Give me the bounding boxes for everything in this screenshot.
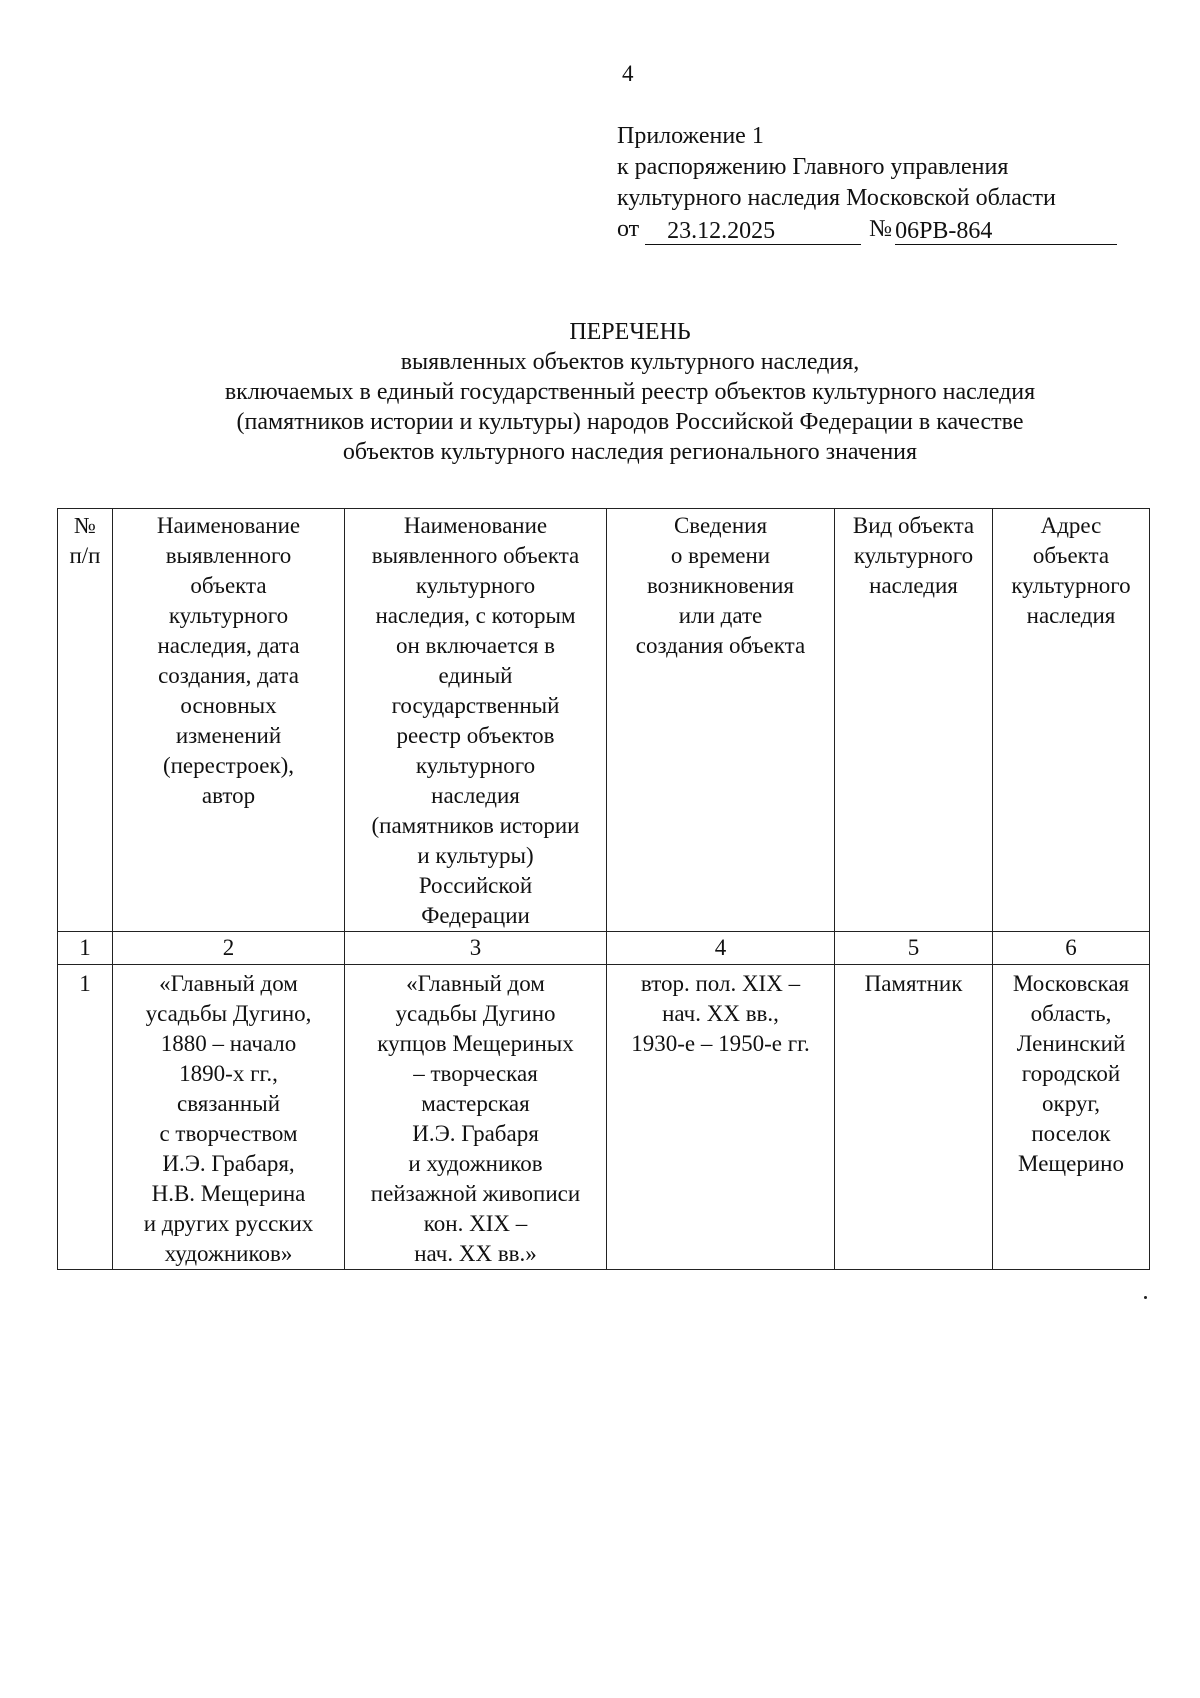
cell-text-line: выявленного объекта xyxy=(371,543,580,568)
cell-text-line: кон. XIX – xyxy=(423,1211,528,1236)
row-number-cell xyxy=(58,965,113,1270)
cell-text-line: культурного xyxy=(415,573,536,598)
cell-text-line: И.Э. Грабаря, xyxy=(162,1151,295,1176)
cell-text-line: – творческая xyxy=(413,1061,538,1086)
cell-text-line: п/п xyxy=(69,543,101,568)
order-date: 23.12.2025 xyxy=(645,218,861,245)
cell-text-line: усадьбы Дугино xyxy=(395,1001,556,1026)
table-row xyxy=(58,965,1150,1270)
cell-text-line: Наименование xyxy=(403,513,548,538)
cell-text-line: мастерская xyxy=(421,1091,530,1116)
cell-text-line: Мещерино xyxy=(1018,1151,1124,1176)
document-heading: ПЕРЕЧЕНЬ xyxy=(569,319,691,345)
cell-text-line: культурного xyxy=(168,603,289,628)
date-prefix: от xyxy=(617,216,640,242)
cell-text-line: реестр объектов xyxy=(396,723,555,748)
title-line-2: включаемых в единый государственный реестр объектов культурного наследия xyxy=(224,379,1036,405)
cell-text-line: единый xyxy=(438,663,513,688)
cell-text-line: Наименование xyxy=(156,513,301,538)
cell-text-line: 1930-е – 1950-е гг. xyxy=(631,1031,810,1056)
cell-text-line: № xyxy=(74,513,96,538)
header-address xyxy=(993,509,1150,932)
cell-text-line: выявленного xyxy=(165,543,292,568)
cell-text-line: И.Э. Грабаря xyxy=(412,1121,539,1146)
document-title-block xyxy=(100,317,1160,467)
cell-text-line: «Главный дом xyxy=(406,971,545,996)
cell-text-line: автор xyxy=(201,783,256,808)
cell-text-line: наследия, с которым xyxy=(375,603,576,628)
appendix-block xyxy=(617,121,1117,245)
cell-text-line: нач. XX вв.» xyxy=(414,1241,537,1266)
cell-text-line: Российской xyxy=(418,873,533,898)
column-number: 6 xyxy=(993,932,1150,965)
appendix-line-3: культурного наследия Московской области xyxy=(617,185,1056,211)
header-date-info xyxy=(607,509,835,932)
cell-text-line: и других русских xyxy=(143,1211,314,1236)
cell-text-line: создания, дата xyxy=(158,663,299,688)
appendix-title: Приложение 1 xyxy=(617,123,764,149)
registry-name-cell xyxy=(345,965,607,1270)
cell-text-line: Ленинский xyxy=(1016,1031,1126,1056)
cell-text-line: возникновения xyxy=(646,573,795,598)
cell-text-line: Московская xyxy=(1012,971,1130,996)
cell-text-line: округ, xyxy=(1042,1091,1100,1116)
cell-text-line: купцов Мещериных xyxy=(377,1031,574,1056)
cell-text-line: «Главный дом xyxy=(159,971,298,996)
cell-text-line: с творчеством xyxy=(159,1121,298,1146)
cell-text-line: поселок xyxy=(1031,1121,1111,1146)
object-type-cell xyxy=(835,965,993,1270)
cell-text-line: городской xyxy=(1021,1061,1121,1086)
cell-text-line: наследия xyxy=(431,783,520,808)
column-number: 1 xyxy=(58,932,113,965)
cell-text-line: Сведения xyxy=(673,513,768,538)
date-info-cell xyxy=(607,965,835,1270)
cell-text-line: 1890-х гг., xyxy=(179,1061,278,1086)
header-object-type xyxy=(835,509,993,932)
cell-text-line: область, xyxy=(1030,1001,1112,1026)
cell-text-line: наследия, дата xyxy=(157,633,300,658)
cell-text-line: (памятников истории xyxy=(371,813,580,838)
cell-text-line: художников» xyxy=(164,1241,293,1266)
cell-text-line: пейзажной живописи xyxy=(370,1181,581,1206)
cell-text-line: Федерации xyxy=(421,903,530,928)
column-number: 2 xyxy=(113,932,345,965)
cell-text-line: и художников xyxy=(408,1151,543,1176)
column-number: 4 xyxy=(607,932,835,965)
column-number: 5 xyxy=(835,932,993,965)
cell-text-line: наследия xyxy=(869,573,958,598)
cell-text-line: нач. XX вв., xyxy=(662,1001,779,1026)
object-name-cell xyxy=(113,965,345,1270)
cell-text-line: 1 xyxy=(79,971,91,996)
cell-text-line: создания объекта xyxy=(635,633,806,658)
appendix-line-2: к распоряжению Главного управления xyxy=(617,154,1009,180)
heritage-objects-table xyxy=(57,508,1150,1270)
cell-text-line: культурного xyxy=(853,543,974,568)
cell-text-line: (перестроек), xyxy=(162,753,295,778)
header-number xyxy=(58,509,113,932)
trailing-dot xyxy=(1144,1296,1147,1299)
cell-text-line: объекта xyxy=(1032,543,1110,568)
cell-text-line: или дате xyxy=(678,603,763,628)
cell-text-line: 1880 – начало xyxy=(160,1031,297,1056)
cell-text-line: наследия xyxy=(1026,603,1116,628)
cell-text-line: культурного xyxy=(1011,573,1131,598)
title-line-4: объектов культурного наследия регионального значения xyxy=(342,439,918,465)
cell-text-line: усадьбы Дугино, xyxy=(145,1001,312,1026)
page-number: 4 xyxy=(622,61,634,86)
cell-text-line: Адрес xyxy=(1040,513,1102,538)
header-registry-name xyxy=(345,509,607,932)
cell-text-line: Н.В. Мещерина xyxy=(151,1181,306,1206)
header-object-name xyxy=(113,509,345,932)
cell-text-line: связанный xyxy=(176,1091,281,1116)
order-reference xyxy=(617,214,1117,245)
title-line-1: выявленных объектов культурного наследия, xyxy=(400,349,860,375)
cell-text-line: Вид объекта xyxy=(852,513,975,538)
cell-text-line: изменений xyxy=(175,723,282,748)
cell-text-line: Памятник xyxy=(864,971,963,996)
number-label: № xyxy=(869,216,893,242)
column-number: 3 xyxy=(345,932,607,965)
address-cell xyxy=(993,965,1150,1270)
cell-text-line: объекта xyxy=(190,573,267,598)
cell-text-line: культурного xyxy=(415,753,536,778)
cell-text-line: основных xyxy=(180,693,277,718)
cell-text-line: втор. пол. XIX – xyxy=(640,971,801,996)
cell-text-line: и культуры) xyxy=(417,843,534,868)
column-numbers-row xyxy=(58,932,1150,965)
table-header-row xyxy=(58,509,1150,932)
cell-text-line: о времени xyxy=(670,543,771,568)
order-number: 06РВ-864 xyxy=(895,218,1117,245)
cell-text-line: он включается в xyxy=(395,633,556,658)
cell-text-line: государственный xyxy=(391,693,560,718)
title-line-3: (памятников истории и культуры) народов Российской Федерации в качестве xyxy=(236,409,1024,435)
